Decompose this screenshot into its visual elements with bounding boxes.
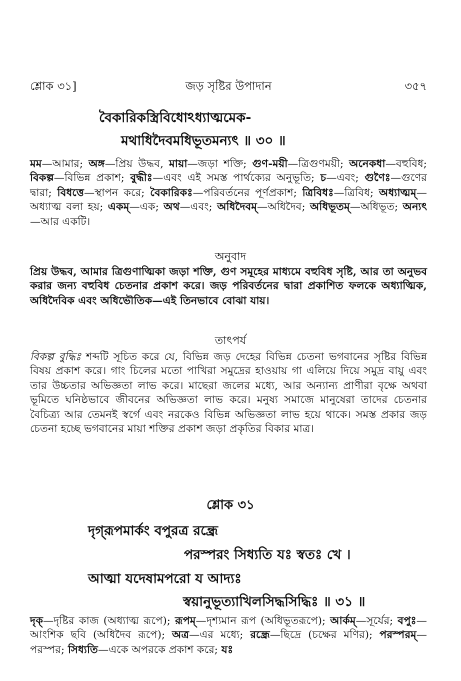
header-verse-ref: শ্লোক ৩১] bbox=[30, 79, 77, 93]
header-chapter-title: জড় সৃষ্টির উপাদান bbox=[185, 79, 272, 93]
purport-30: বিকল্প বুদ্ধিঃ শব্দটি সূচিত করে যে, বিভিন্ন জড় দেহের বিভিন্ন চেতনা ভগবানের সৃষ্টির বিভিন্ন বিষয় প্রকাশ করে। গাং চিলের মতো পাখিরা সমুদ্রের হাওয়ায় গা এলিয়ে দিয়ে সমুদ্র বায়ু এবং তার উচ্চতার অভিজ্ঞতা লাভ করে। মাছেরা জলের মধ্যে, আর অন্যান্য প্রাণীরা বৃক্ষে অথবা ভূমিতে ঘনিষ্ঠভাবে জীবনের অভিজ্ঞতা লাভ করে। মনুষ্য সমাজে মানুষেরা তাদের চেতনার বৈচিত্র্য আর তেমনই স্বর্গে এবং নরকেও বিভিন্ন অভিজ্ঞতা লাভ হয়ে থাকে। সমস্ত প্রকার জড় চেতনা হচ্ছে ভগবানের মায়া শক্তির প্রকাশ জড়া প্রকৃতির বিকার মাত্র। bbox=[30, 351, 427, 436]
verse-31-line-4: স্বয়ানুভূত্যাখিলসিদ্ধসিদ্ধিঃ ॥ ৩১ ॥ bbox=[183, 594, 366, 610]
verse-31-line-1: দৃগ্‌রূপমার্কং বপুরত্র রন্ধ্রে bbox=[88, 523, 219, 539]
verse-31-line-2: পরস্পরং সিধ্যতি যঃ স্বতঃ খে । bbox=[184, 547, 351, 563]
translation-30: প্রিয় উদ্ধব, আমার ত্রিগুণাত্মিকা জড়া শক্তি, গুণ সমূহের মাধ্যমে বহুবিধ সৃষ্টি, আর তা অনুভব করার জন্য বহুবিধ চেতনার প্রকাশ করে। জড় পরিবর্তনের দ্বারা প্রকাশিত ফলকে অধ্যাত্মিক, অধিদৈবিক এবং অধিভৌতিক—এই তিনভাবে বোঝা যায়। bbox=[30, 266, 427, 307]
synonyms-31: দৃক্—দৃষ্টির কাজ (অধ্যাত্ম রূপে); রূপম্—দৃশ্যমান রূপ (অধিভূতরূপে); আর্কম্—সূর্যের; বপুঃ—আংশিক ছবি (অধিদৈব রূপে); অত্র—এর মধ্যে; রন্ধ্রে—ছিদ্রে (চক্ষের মণির); পরস্পরম্—পরস্পর; সিধ্যতি—একে অপরকে প্রকাশ করে; যঃ bbox=[30, 615, 428, 656]
running-header bbox=[30, 78, 427, 94]
translation-heading: অনুবাদ bbox=[214, 250, 247, 263]
verse-30-line-1: বৈকারিকস্ত্রিবিধোঽধ্যাত্মমেক- bbox=[99, 110, 252, 126]
synonyms-30: মম—আমার; অঙ্গ—প্রিয় উদ্ধব, মায়া—জড়া শক্তি; গুণ-ময়ী—ত্রিগুণময়ী; অনেকধা—বহুবিধ; বিকল্প—বিভিন্ন প্রকাশ; বুদ্ধীঃ—এবং এই সমস্ত পার্থক্যের অনুভূতি; চ—এবং; গুণৈঃ—গুণের দ্বারা; বিধত্তে—স্থাপন করে; বৈকারিকঃ—পরিবর্তনের পূর্ণপ্রকাশ; ত্রিবিধঃ—ত্রিবিধ; অধ্যাত্মম্—অধ্যাত্ম বলা হয়; একম্—এক; অথ—এবং; অধিদৈবম্—অধিদৈব; অধিভূতম্—অধিভূত; অন্যৎ—আর একটি। bbox=[30, 158, 427, 228]
verse-30-line-2: মথাধিদৈবমধিভূতমন্যৎ ॥ ৩০ ॥ bbox=[121, 133, 286, 149]
verse-31-label: শ্লোক ৩১ bbox=[206, 498, 255, 513]
verse-31-line-3: আত্মা যদেষামপরো য আদ্যঃ bbox=[88, 571, 242, 587]
purport-heading: তাৎপর্য bbox=[214, 334, 247, 347]
header-page-number: ৩৫৭ bbox=[404, 79, 427, 93]
